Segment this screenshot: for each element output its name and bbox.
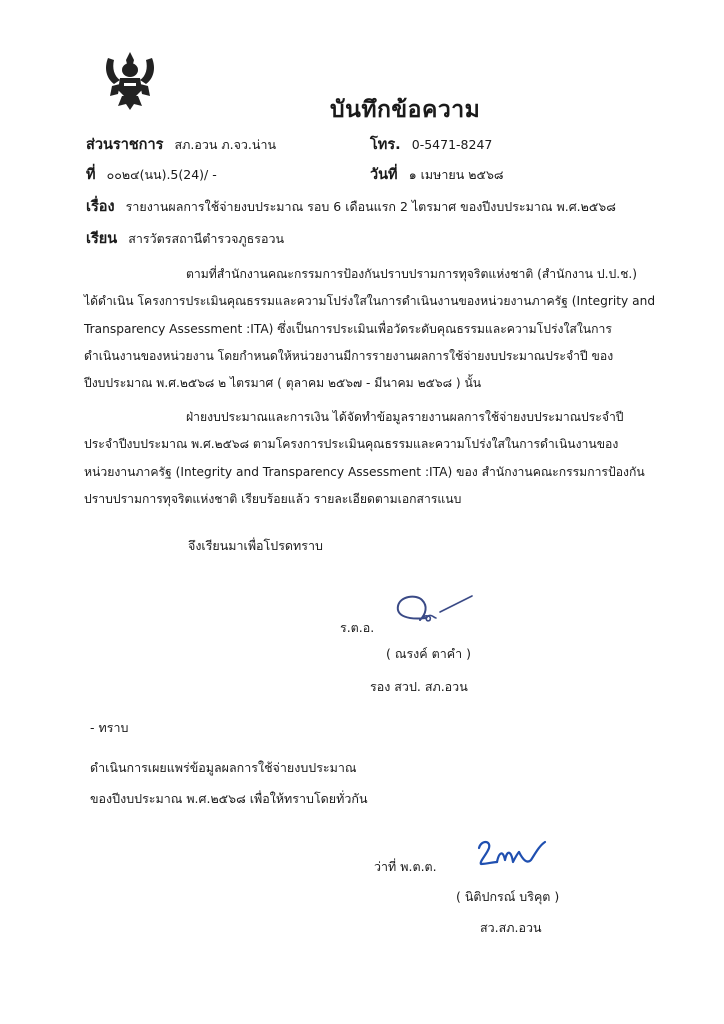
phone-row xyxy=(370,133,492,156)
paragraph-2-line: หน่วยงานภาครัฐ (Integrity and Transparency Assessment :ITA) ของ สำนักงานคณะกรรมการป้องกัน xyxy=(84,464,645,479)
reference-label: ที่ xyxy=(86,167,96,183)
garuda-emblem-icon xyxy=(100,50,160,112)
date-row xyxy=(370,163,504,186)
recipient-value: สารวัตรสถานีตำรวจภูธรอวน xyxy=(128,231,285,246)
signer-1-rank: ร.ต.อ. xyxy=(340,620,375,635)
agency-value: สภ.อวน ภ.จว.น่าน xyxy=(174,137,277,152)
closing-text: จึงเรียนมาเพื่อโปรดทราบ xyxy=(188,538,323,553)
signer-1-name: ( ณรงค์ ตาคำ ) xyxy=(386,646,471,661)
signer-2-name: ( นิติปกรณ์ บริคุต ) xyxy=(456,889,560,904)
reference-row xyxy=(86,163,217,186)
signer-1-position: รอง สวป. สภ.อวน xyxy=(370,679,468,694)
subject-row xyxy=(86,195,616,218)
paragraph-1-line: ตามที่สำนักงานคณะกรรมการป้องกันปราบปรามการทุจริตแห่งชาติ (สำนักงาน ป.ป.ช.) xyxy=(186,267,637,281)
signer-2-rank: ว่าที่ พ.ต.ต. xyxy=(374,859,437,874)
subject-label: เรื่อง xyxy=(86,199,115,215)
paragraph-1-line: Transparency Assessment :ITA) ซึ่งเป็นการประเมินเพื่อวัดระดับคุณธรรมและความโปร่งใสในการ xyxy=(84,321,612,336)
date-label: วันที่ xyxy=(370,167,398,183)
recipient-row xyxy=(86,227,284,250)
signer-1-signature-icon xyxy=(390,590,480,626)
signer-2-position: สว.สภ.อวน xyxy=(480,920,542,935)
reference-value: ๐๐๒๔(นน).5(24)/ - xyxy=(106,167,217,182)
paragraph-2-line: ประจำปีงบประมาณ พ.ศ.๒๕๖๘ ตามโครงการประเมินคุณธรรมและความโปร่งใสในการดำเนินงานของ xyxy=(84,437,619,452)
agency-row xyxy=(86,133,276,156)
endorsement-note: - ทราบ xyxy=(90,720,129,735)
recipient-label: เรียน xyxy=(86,231,118,247)
paragraph-1-line: ดำเนินงานของหน่วยงาน โดยกำหนดให้หน่วยงานมีการรายงานผลการใช้จ่ายงบประมาณประจำปี ของ xyxy=(84,348,614,363)
agency-label: ส่วนราชการ xyxy=(86,137,164,153)
endorsement-line: ดำเนินการเผยแพร่ข้อมูลผลการใช้จ่ายงบประมาณ xyxy=(90,760,357,775)
date-value: ๑ เมษายน ๒๕๖๘ xyxy=(408,167,504,182)
body-paragraph-2 xyxy=(84,404,645,513)
paragraph-1-line: ได้ดำเนิน โครงการประเมินคุณธรรมและความโปร่งใสในการดำเนินงานของหน่วยงานภาครัฐ (Integrity and xyxy=(84,294,656,309)
document-title: บันทึกข้อความ xyxy=(330,97,481,123)
phone-label: โทร. xyxy=(370,137,401,153)
subject-value: รายงานผลการใช้จ่ายงบประมาณ รอบ 6 เดือนแรก 2 ไตรมาศ ของปีงบประมาณ พ.ศ.๒๕๖๘ xyxy=(125,199,616,214)
paragraph-1-line: ปีงบประมาณ พ.ศ.๒๕๖๘ ๒ ไตรมาศ ( ตุลาคม ๒๕๖๗ - มีนาคม ๒๕๖๘ ) นั้น xyxy=(84,376,482,391)
paragraph-2-line: ปราบปรามการทุจริตแห่งชาติ เรียบร้อยแล้ว รายละเอียดตามเอกสารแนบ xyxy=(84,491,462,506)
signer-2-signature-icon xyxy=(475,838,555,870)
body-paragraph-1 xyxy=(84,261,656,397)
endorsement-line: ของปีงบประมาณ พ.ศ.๒๕๖๘ เพื่อให้ทราบโดยทั่วกัน xyxy=(90,791,368,806)
paragraph-2-line: ฝ่ายงบประมาณและการเงิน ได้จัดทำข้อมูลรายงานผลการใช้จ่ายงบประมาณประจำปี xyxy=(186,410,624,424)
phone-value: 0-5471-8247 xyxy=(411,137,493,152)
